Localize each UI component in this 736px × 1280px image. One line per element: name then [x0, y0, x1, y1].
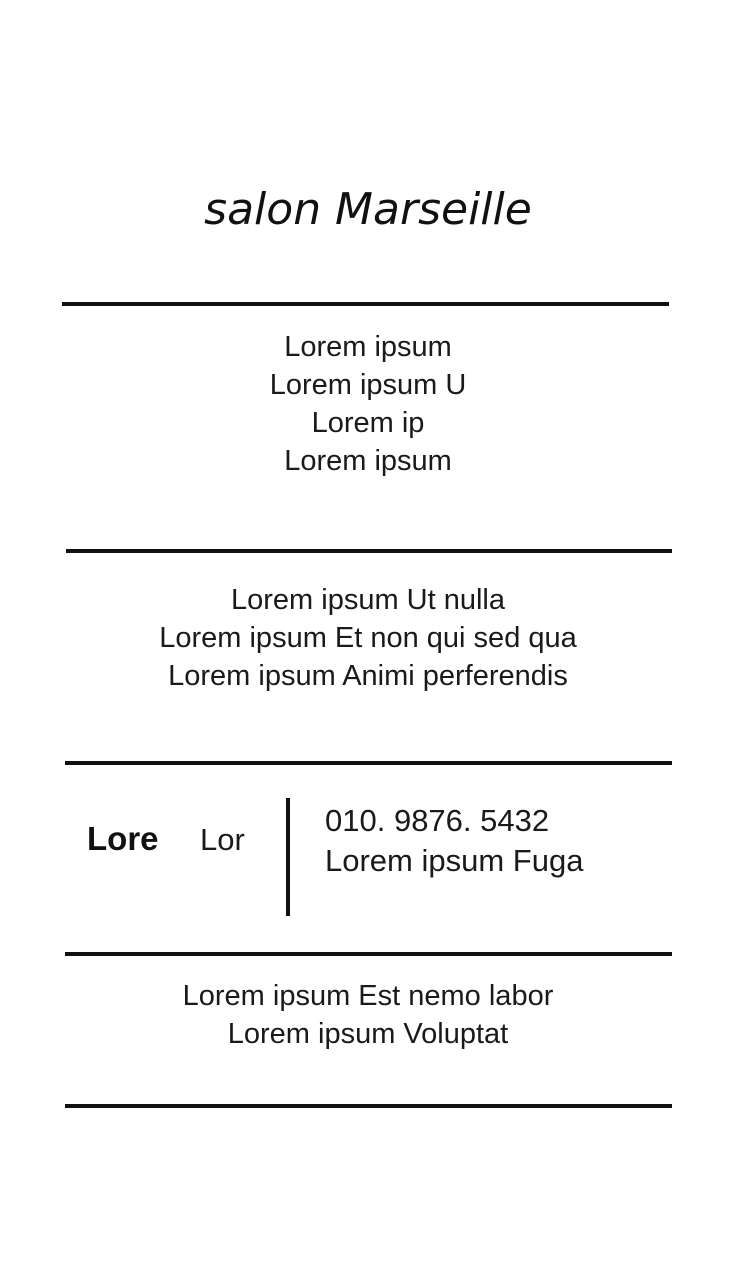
divider-4 [65, 952, 672, 956]
info-line: Lorem ipsum [284, 331, 452, 363]
info-line: Lorem ipsum Et non qui sed qua [159, 622, 577, 654]
info-line: Lorem ip [311, 407, 425, 439]
info-line: Lorem ipsum U [269, 369, 467, 401]
divider-3 [65, 761, 672, 765]
contact-note: Lorem ipsum Fuga [325, 843, 584, 878]
divider-1 [62, 302, 669, 306]
contact-details [325, 801, 583, 881]
info-block-2 [0, 581, 736, 695]
info-line: Lorem ipsum Est nemo labor [182, 980, 554, 1012]
contact-label: Lor [200, 822, 245, 857]
info-line: Lorem ipsum Ut nulla [231, 584, 505, 616]
contact-label-bold: Lore [87, 820, 159, 857]
page-title: salon Marseille [204, 184, 532, 235]
info-block-4 [0, 977, 736, 1053]
info-line: Lorem ipsum Voluptat [227, 1018, 509, 1050]
divider-2 [66, 549, 672, 553]
info-line: Lorem ipsum Animi perferendis [168, 660, 568, 692]
divider-5 [65, 1104, 672, 1108]
info-line: Lorem ipsum [284, 445, 452, 477]
info-block-1 [0, 328, 736, 480]
phone-number[interactable]: 010. 9876. 5432 [325, 803, 550, 838]
vertical-divider [286, 798, 290, 916]
